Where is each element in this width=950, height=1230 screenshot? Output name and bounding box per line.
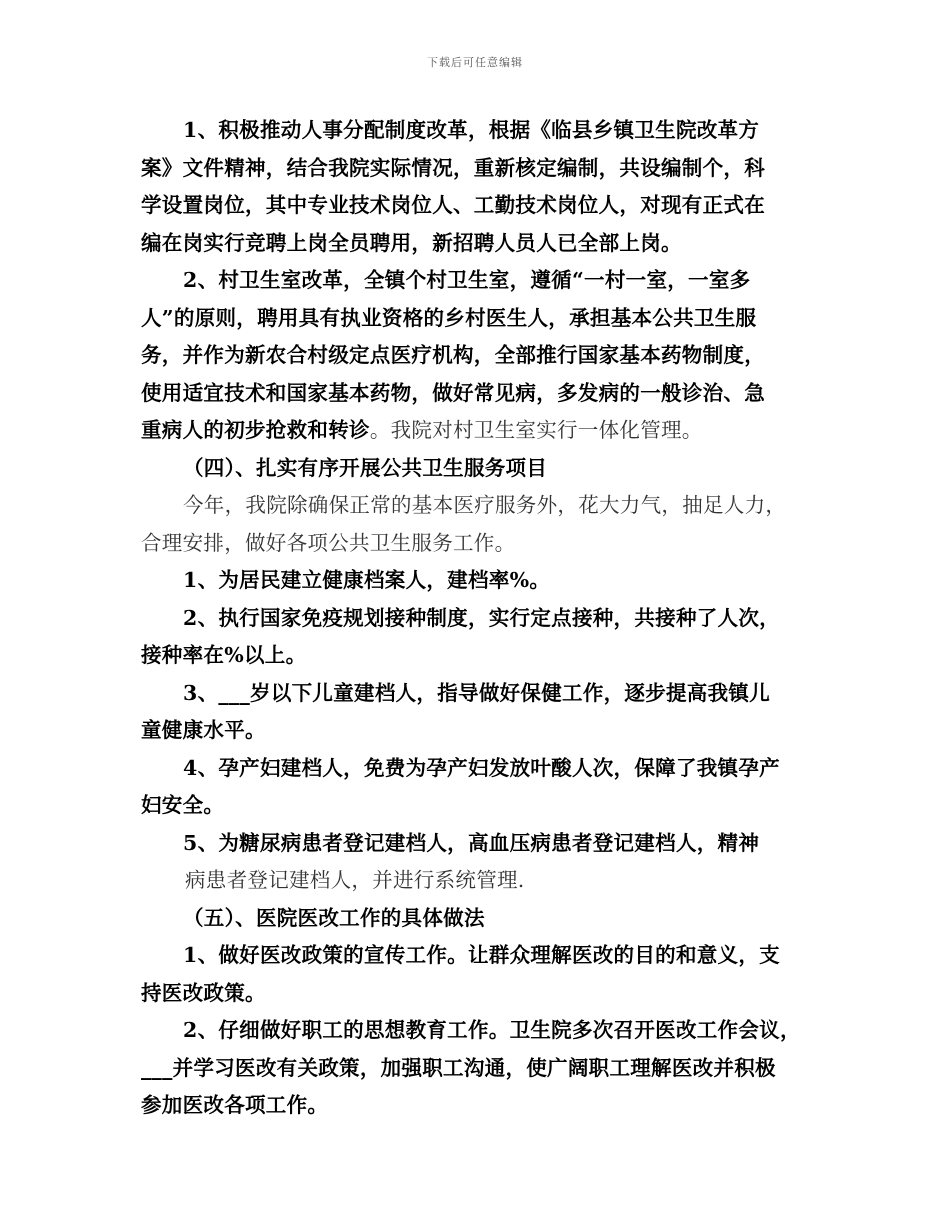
text-line: 1、做好医改政策的宣传工作。让群众理解医改的目的和意义，支 bbox=[183, 943, 780, 967]
text-line: 合理安排，做好各项公共卫生服务工作。 bbox=[141, 530, 516, 555]
text-line: 童健康水平。 bbox=[141, 718, 266, 742]
text-line: 妇安全。 bbox=[141, 793, 225, 817]
page-header: 下载后可任意编辑 bbox=[427, 56, 523, 69]
text-line: 参加医改各项工作。 bbox=[141, 1093, 329, 1117]
text-line: 案》文件精神，结合我院实际情况，重新核定编制，共设编制个，科 bbox=[141, 155, 765, 180]
text-line: 4、孕产妇建档人，免费为孕产妇发放叶酸人次，保障了我镇孕产 bbox=[183, 755, 780, 780]
text-line: 1、为居民建立健康档案人，建档率%。 bbox=[183, 568, 551, 592]
text-line: 使用适宜技术和国家基本药物，做好常见病，多发病的一般诊治、急 bbox=[141, 380, 765, 405]
text-segment: 。我院对村卫生室实行一体化管理。 bbox=[369, 418, 703, 442]
text-line: 编在岗实行竞聘上岗全员聘用，新招聘人员人已全部上岗。 bbox=[141, 230, 682, 255]
text-line: 2、执行国家免疫规划接种制度，实行定点接种，共接种了人次， bbox=[183, 605, 780, 630]
text-line: 务，并作为新农合村级定点医疗机构，全部推行国家基本药物制度， bbox=[141, 343, 765, 367]
document-body bbox=[141, 112, 821, 1125]
text-line: 病患者登记建档人，并进行系统管理. bbox=[185, 868, 525, 892]
text-line bbox=[141, 412, 821, 450]
text-line: 今年，我院除确保正常的基本医疗服务外，花大力气，抽足人力， bbox=[183, 493, 787, 517]
text-line: 2、村卫生室改革，全镇个村卫生室，遵循“一村一室，一室多 bbox=[183, 268, 751, 292]
text-line: 持医改政策。 bbox=[141, 980, 266, 1005]
section-heading: （四）、扎实有序开展公共卫生服务项目 bbox=[183, 455, 548, 480]
text-line: 学设置岗位，其中专业技术岗位人、工勤技术岗位人，对现有正式在 bbox=[141, 193, 765, 217]
text-line: ___并学习医改有关政策，加强职工沟通，使广阔职工理解医改并积极 bbox=[141, 1055, 776, 1080]
text-line: 接种率在%以上。 bbox=[141, 643, 307, 667]
text-line: 5、为糖尿病患者登记建档人，高血压病患者登记建档人，精神 bbox=[183, 830, 760, 855]
section-heading: （五）、医院医改工作的具体做法 bbox=[183, 905, 485, 930]
text-line: 人”的原则，聘用具有执业资格的乡村医生人，承担基本公共卫生服 bbox=[141, 305, 757, 330]
text-line: 3、___岁以下儿童建档人，指导做好保健工作，逐步提高我镇儿 bbox=[183, 680, 771, 705]
text-segment: 重病人的初步抢救和转诊 bbox=[141, 418, 370, 442]
text-line: 2、仔细做好职工的思想教育工作。卫生院多次召开医改工作会议， bbox=[183, 1018, 801, 1042]
text-line: 1、积极推动人事分配制度改革，根据《临县乡镇卫生院改革方 bbox=[183, 118, 760, 142]
